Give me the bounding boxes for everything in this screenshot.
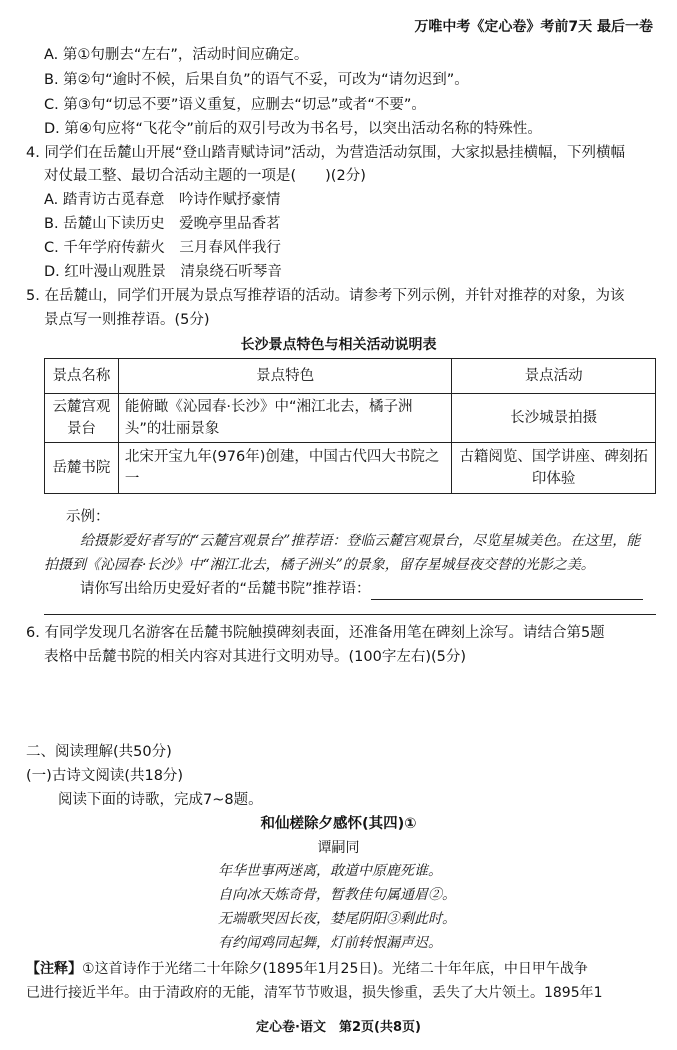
- notes-line1: [26, 958, 588, 980]
- column-header-activity: 景点活动: [452, 359, 656, 394]
- poem-title: 和仙槎除夕感怀(其四)①: [260, 816, 417, 832]
- q3-option-c: C. 第③句“切忌不要”语义重复，应删去“切忌”或者“不要”。: [44, 97, 426, 113]
- table-cell-feature: 能俯瞰《沁园春·长沙》中“湘江北去，橘子洲头”的壮丽景象: [118, 394, 451, 443]
- table-row: [45, 443, 656, 494]
- section-title: 二、阅读理解(共50分): [26, 744, 172, 760]
- q3-option-d: D. 第④句应将“飞花令”前后的双引号改为书名号，以突出活动名称的特殊性。: [44, 121, 542, 137]
- example-line1: 给摄影爱好者写的“云麓宫观景台”推荐语：登临云麓宫观景台，尽览星城美色。在这里，能: [80, 533, 641, 549]
- subsection-title: (一)古诗文阅读(共18分): [26, 768, 184, 784]
- q4-option-c: C. 千年学府传薪火 三月春风伴我行: [44, 240, 281, 256]
- table-cell-activity: 长沙城景拍摄: [452, 394, 656, 443]
- answer-blank[interactable]: [371, 583, 643, 600]
- scenic-spots-table: [44, 358, 656, 494]
- notes-text: ①这首诗作于光绪二十年除夕(1895年1月25日)。光绪二十年年底，中日甲午战争: [82, 961, 588, 977]
- q4-stem-line2: 对仗最工整、最切合活动主题的一项是( )(2分): [44, 168, 366, 184]
- poem-line: 自向冰天炼奇骨，暂教佳句属通眉②。: [218, 887, 456, 903]
- column-header-name: 景点名称: [45, 359, 119, 394]
- q3-option-b: B. 第②句“逾时不候，后果自负”的语气不妥，可改为“请勿迟到”。: [44, 72, 469, 88]
- reading-instruction: 阅读下面的诗歌，完成7~8题。: [58, 792, 263, 808]
- q4-option-d: D. 红叶漫山观胜景 清泉绕石听琴音: [44, 264, 282, 280]
- table-cell-feature: 北宋开宝九年(976年)创建，中国古代四大书院之一: [118, 443, 451, 494]
- example-label: 示例：: [66, 509, 110, 525]
- q4-stem-line1: 4. 同学们在岳麓山开展“登山踏青赋诗词”活动，为营造活动氛围，大家拟悬挂横幅，下列横幅: [26, 145, 625, 161]
- table-row: [45, 394, 656, 443]
- table-title: 长沙景点特色与相关活动说明表: [240, 337, 437, 353]
- poem-line: 有约闻鸡同起舞，灯前转恨漏声迟。: [218, 935, 442, 951]
- q5-stem-line1: 5. 在岳麓山，同学们开展为景点写推荐语的活动。请参考下列示例，并针对推荐的对象，为该: [26, 288, 625, 304]
- q5-prompt: [80, 578, 643, 600]
- q6-line2: 表格中岳麓书院的相关内容对其进行文明劝导。(100字左右)(5分): [44, 649, 467, 665]
- q6-line1: 6. 有同学发现几名游客在岳麓书院触摸碑刻表面，还准备用笔在碑刻上涂写。请结合第5题: [26, 625, 605, 641]
- table-cell-name: 云麓宫观景台: [45, 394, 119, 443]
- notes-label: 【注释】: [26, 961, 82, 977]
- notes-line2: 已进行接近半年。由于清政府的无能，清军节节败退，损失惨重，丢失了大片领土。1895年1: [26, 985, 603, 1001]
- table-cell-name: 岳麓书院: [45, 443, 119, 494]
- page-header-title: 万唯中考《定心卷》考前7天 最后一卷: [414, 19, 653, 35]
- q3-option-a: A. 第①句删去“左右”，活动时间应确定。: [44, 47, 309, 63]
- page-footer: 定心卷·语文 第2页(共8页): [256, 1020, 421, 1035]
- q4-option-b: B. 岳麓山下读历史 爱晚亭里品香茗: [44, 216, 281, 232]
- answer-line[interactable]: [44, 614, 656, 615]
- poem-line: 年华世事两迷离，敢道中原鹿死谁。: [218, 863, 442, 879]
- q5-prompt-text: 请你写出给历史爱好者的“岳麓书院”推荐语：: [80, 581, 371, 597]
- poem-author: 谭嗣同: [317, 840, 360, 856]
- q4-option-a: A. 踏青访古觅春意 吟诗作赋抒豪情: [44, 192, 281, 208]
- column-header-feature: 景点特色: [118, 359, 451, 394]
- example-line2: 拍摄到《沁园春·长沙》中“湘江北去，橘子洲头”的景象，留存星城昼夜交替的光影之美。: [44, 557, 595, 573]
- table-header-row: [45, 359, 656, 394]
- table-cell-activity: 古籍阅览、国学讲座、碑刻拓印体验: [452, 443, 656, 494]
- q5-stem-line2: 景点写一则推荐语。(5分): [44, 312, 210, 328]
- poem-line: 无端歌哭因长夜，婪尾阴阳③剩此时。: [218, 911, 456, 927]
